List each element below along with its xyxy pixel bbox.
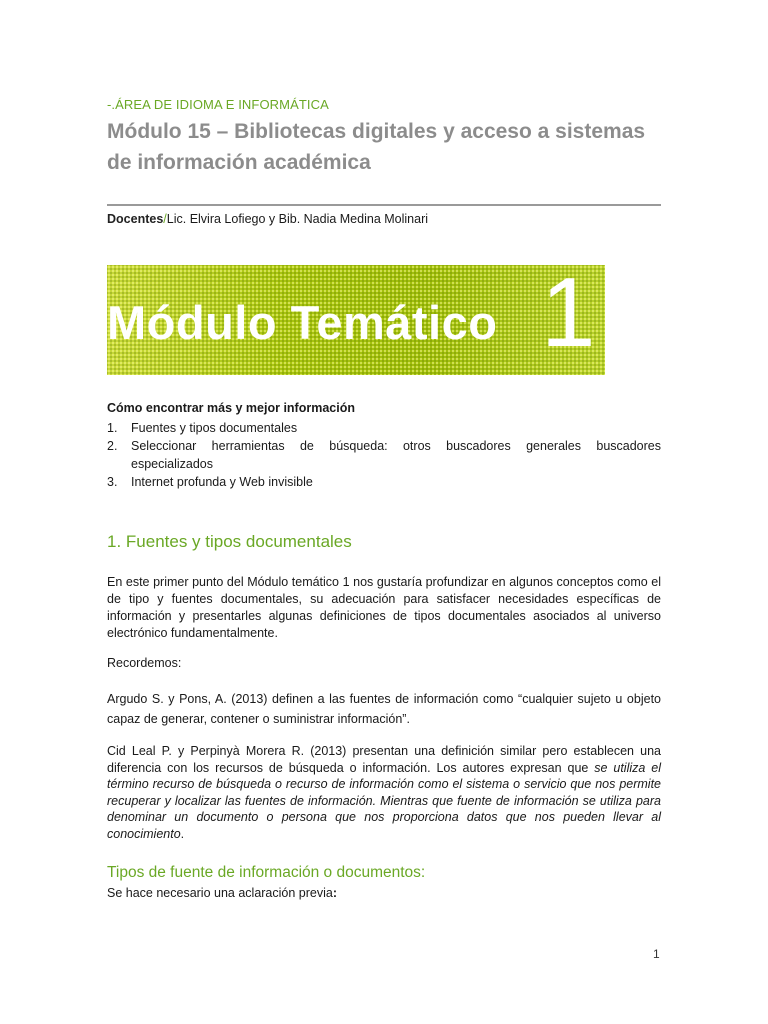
banner-number: 1 xyxy=(541,265,596,367)
list-item xyxy=(107,419,661,437)
section-heading: 1. Fuentes y tipos documentales xyxy=(107,532,352,551)
paragraph-cid-leal-end: . xyxy=(180,826,185,841)
paragraph-cid-leal-text: Cid Leal P. y Perpinyà Morera R. (2013) presentan una definición similar pero establecen una diferencia con los recursos de búsqueda o información. Los autores expresan que xyxy=(107,744,661,775)
subsection-intro-text: Se hace necesario una aclaración previa xyxy=(107,886,333,900)
subsection-intro xyxy=(107,886,337,900)
area-label: -.ÁREA DE IDIOMA E INFORMÁTICA xyxy=(107,97,329,112)
docentes-line xyxy=(107,212,428,226)
docentes-label: Docentes xyxy=(107,212,164,226)
module-banner xyxy=(107,265,605,375)
paragraph-argudo: Argudo S. y Pons, A. (2013) definen a las fuentes de información como “cualquier sujeto u objeto capaz de generar, contener o suministrar información”. xyxy=(107,692,661,726)
page-number: 1 xyxy=(653,947,660,961)
subsection-heading: Tipos de fuente de información o documentos: xyxy=(107,864,426,881)
list-item-text: Fuentes y tipos documentales xyxy=(131,421,298,435)
subsection-intro-colon: : xyxy=(332,886,338,900)
list-item-text: Internet profunda y Web invisible xyxy=(131,475,313,489)
list-item-number: 3. xyxy=(107,475,118,489)
list-item-text: Seleccionar herramientas de búsqueda: otros buscadores generales buscadores especializados xyxy=(131,439,661,471)
list-item-number: 2. xyxy=(107,439,118,453)
docentes-separator: / xyxy=(163,212,167,226)
paragraph-cid-leal xyxy=(107,743,661,842)
paragraph-intro: En este primer punto del Módulo temático 1 nos gustaría profundizar en algunos conceptos como el de tipo y fuentes documentales, su adecuación para satisfacer necesidades específicas de información y presentarles algunas definiciones de tipos documentales asociados al universo electrónico fundamentalmente. xyxy=(107,575,661,640)
header-divider xyxy=(107,204,661,206)
list-item xyxy=(107,437,661,473)
paragraph-cid-leal-quote: se utiliza el término recurso de búsqueda o recurso de información como el sistema o servicio que nos permite recuperar y localizar las fuentes de información. Mientras que fuente de información se utiliza para denominar un documento o persona que nos proporciona datos que nos pueden llevar al conocimiento xyxy=(107,760,661,841)
list-item xyxy=(107,473,661,491)
contents-heading: Cómo encontrar más y mejor información xyxy=(107,401,355,415)
banner-text: Módulo Temático xyxy=(107,296,498,349)
paragraph-recordemos: Recordemos: xyxy=(107,656,182,670)
contents-list xyxy=(107,419,661,491)
module-title: Módulo 15 – Bibliotecas digitales y acceso a sistemas de información académica xyxy=(107,120,646,174)
list-item-number: 1. xyxy=(107,421,118,435)
docentes-names: Lic. Elvira Lofiego y Bib. Nadia Medina Molinari xyxy=(166,212,429,226)
